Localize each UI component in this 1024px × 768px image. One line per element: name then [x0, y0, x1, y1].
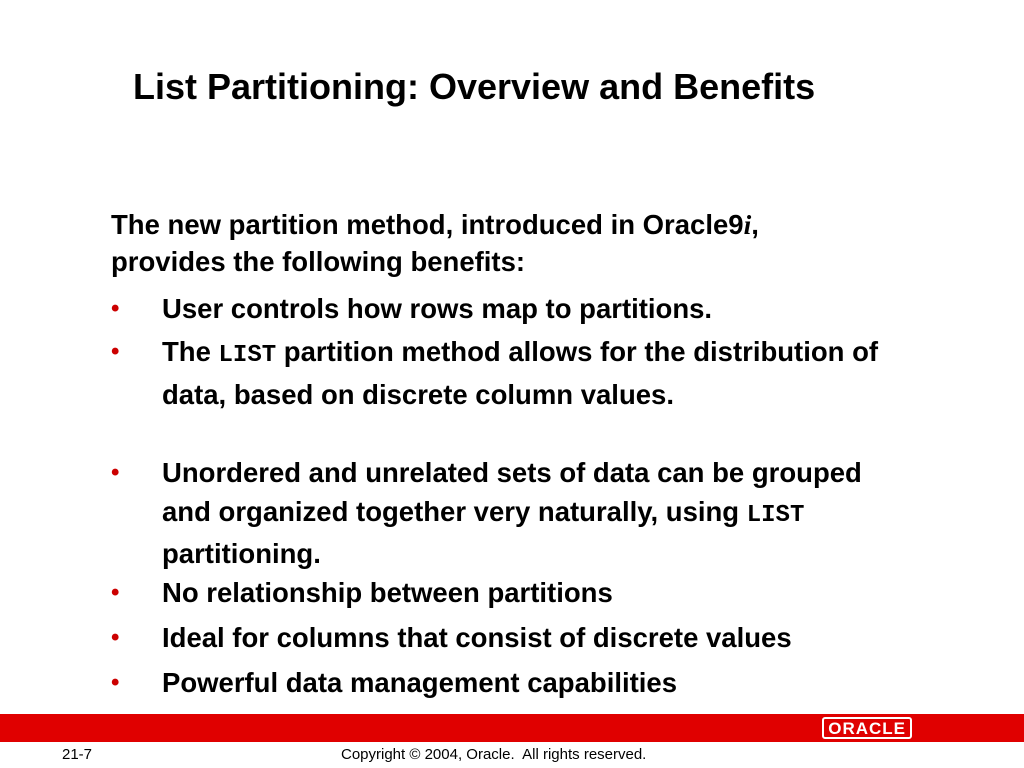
bullet-text: Ideal for columns that consist of discrete values	[162, 622, 792, 653]
bullet-text: No relationship between partitions	[162, 577, 613, 608]
list-item	[111, 333, 901, 414]
bullet-text-after: partition method allows for the distribution of data, based on discrete column values.	[162, 336, 879, 410]
list-item	[111, 574, 901, 613]
bullet-marker: •	[111, 579, 120, 606]
bullet-marker: •	[111, 669, 120, 696]
list-item	[111, 290, 901, 329]
bullet-text-before: Unordered and unrelated sets of data can be grouped and organized together very naturally, using	[162, 457, 862, 527]
oracle-logo: ORACLE	[822, 717, 912, 739]
code-keyword-list: LIST	[746, 501, 805, 529]
footer-bar	[0, 714, 1024, 742]
bullet-text: Powerful data management capabilities	[162, 667, 678, 698]
bullet-marker: •	[111, 295, 120, 322]
bullet-marker: •	[111, 338, 120, 365]
bullet-text: User controls how rows map to partitions.	[162, 293, 713, 324]
bullet-text-after: partitioning.	[162, 538, 321, 569]
bullet-marker: •	[111, 624, 120, 651]
list-item	[111, 664, 901, 703]
bullet-text	[162, 333, 901, 414]
intro-text-part1: The new partition method, introduced in Oracle9	[111, 209, 744, 240]
intro-italic-i: i	[743, 209, 752, 240]
list-item	[111, 454, 901, 574]
copyright-notice: Copyright © 2004, Oracle. All rights reserved.	[341, 746, 647, 763]
list-item	[111, 619, 901, 658]
bullet-marker: •	[111, 459, 120, 486]
page-number: 21-7	[62, 746, 93, 763]
bullet-text-before: The	[162, 336, 219, 367]
slide-title: List Partitioning: Overview and Benefits	[133, 66, 816, 107]
bullet-text	[162, 454, 901, 574]
code-keyword-list: LIST	[218, 342, 277, 369]
intro-text-line2: provides the following benefits:	[111, 246, 526, 277]
intro-text-part2: ,	[751, 209, 759, 240]
